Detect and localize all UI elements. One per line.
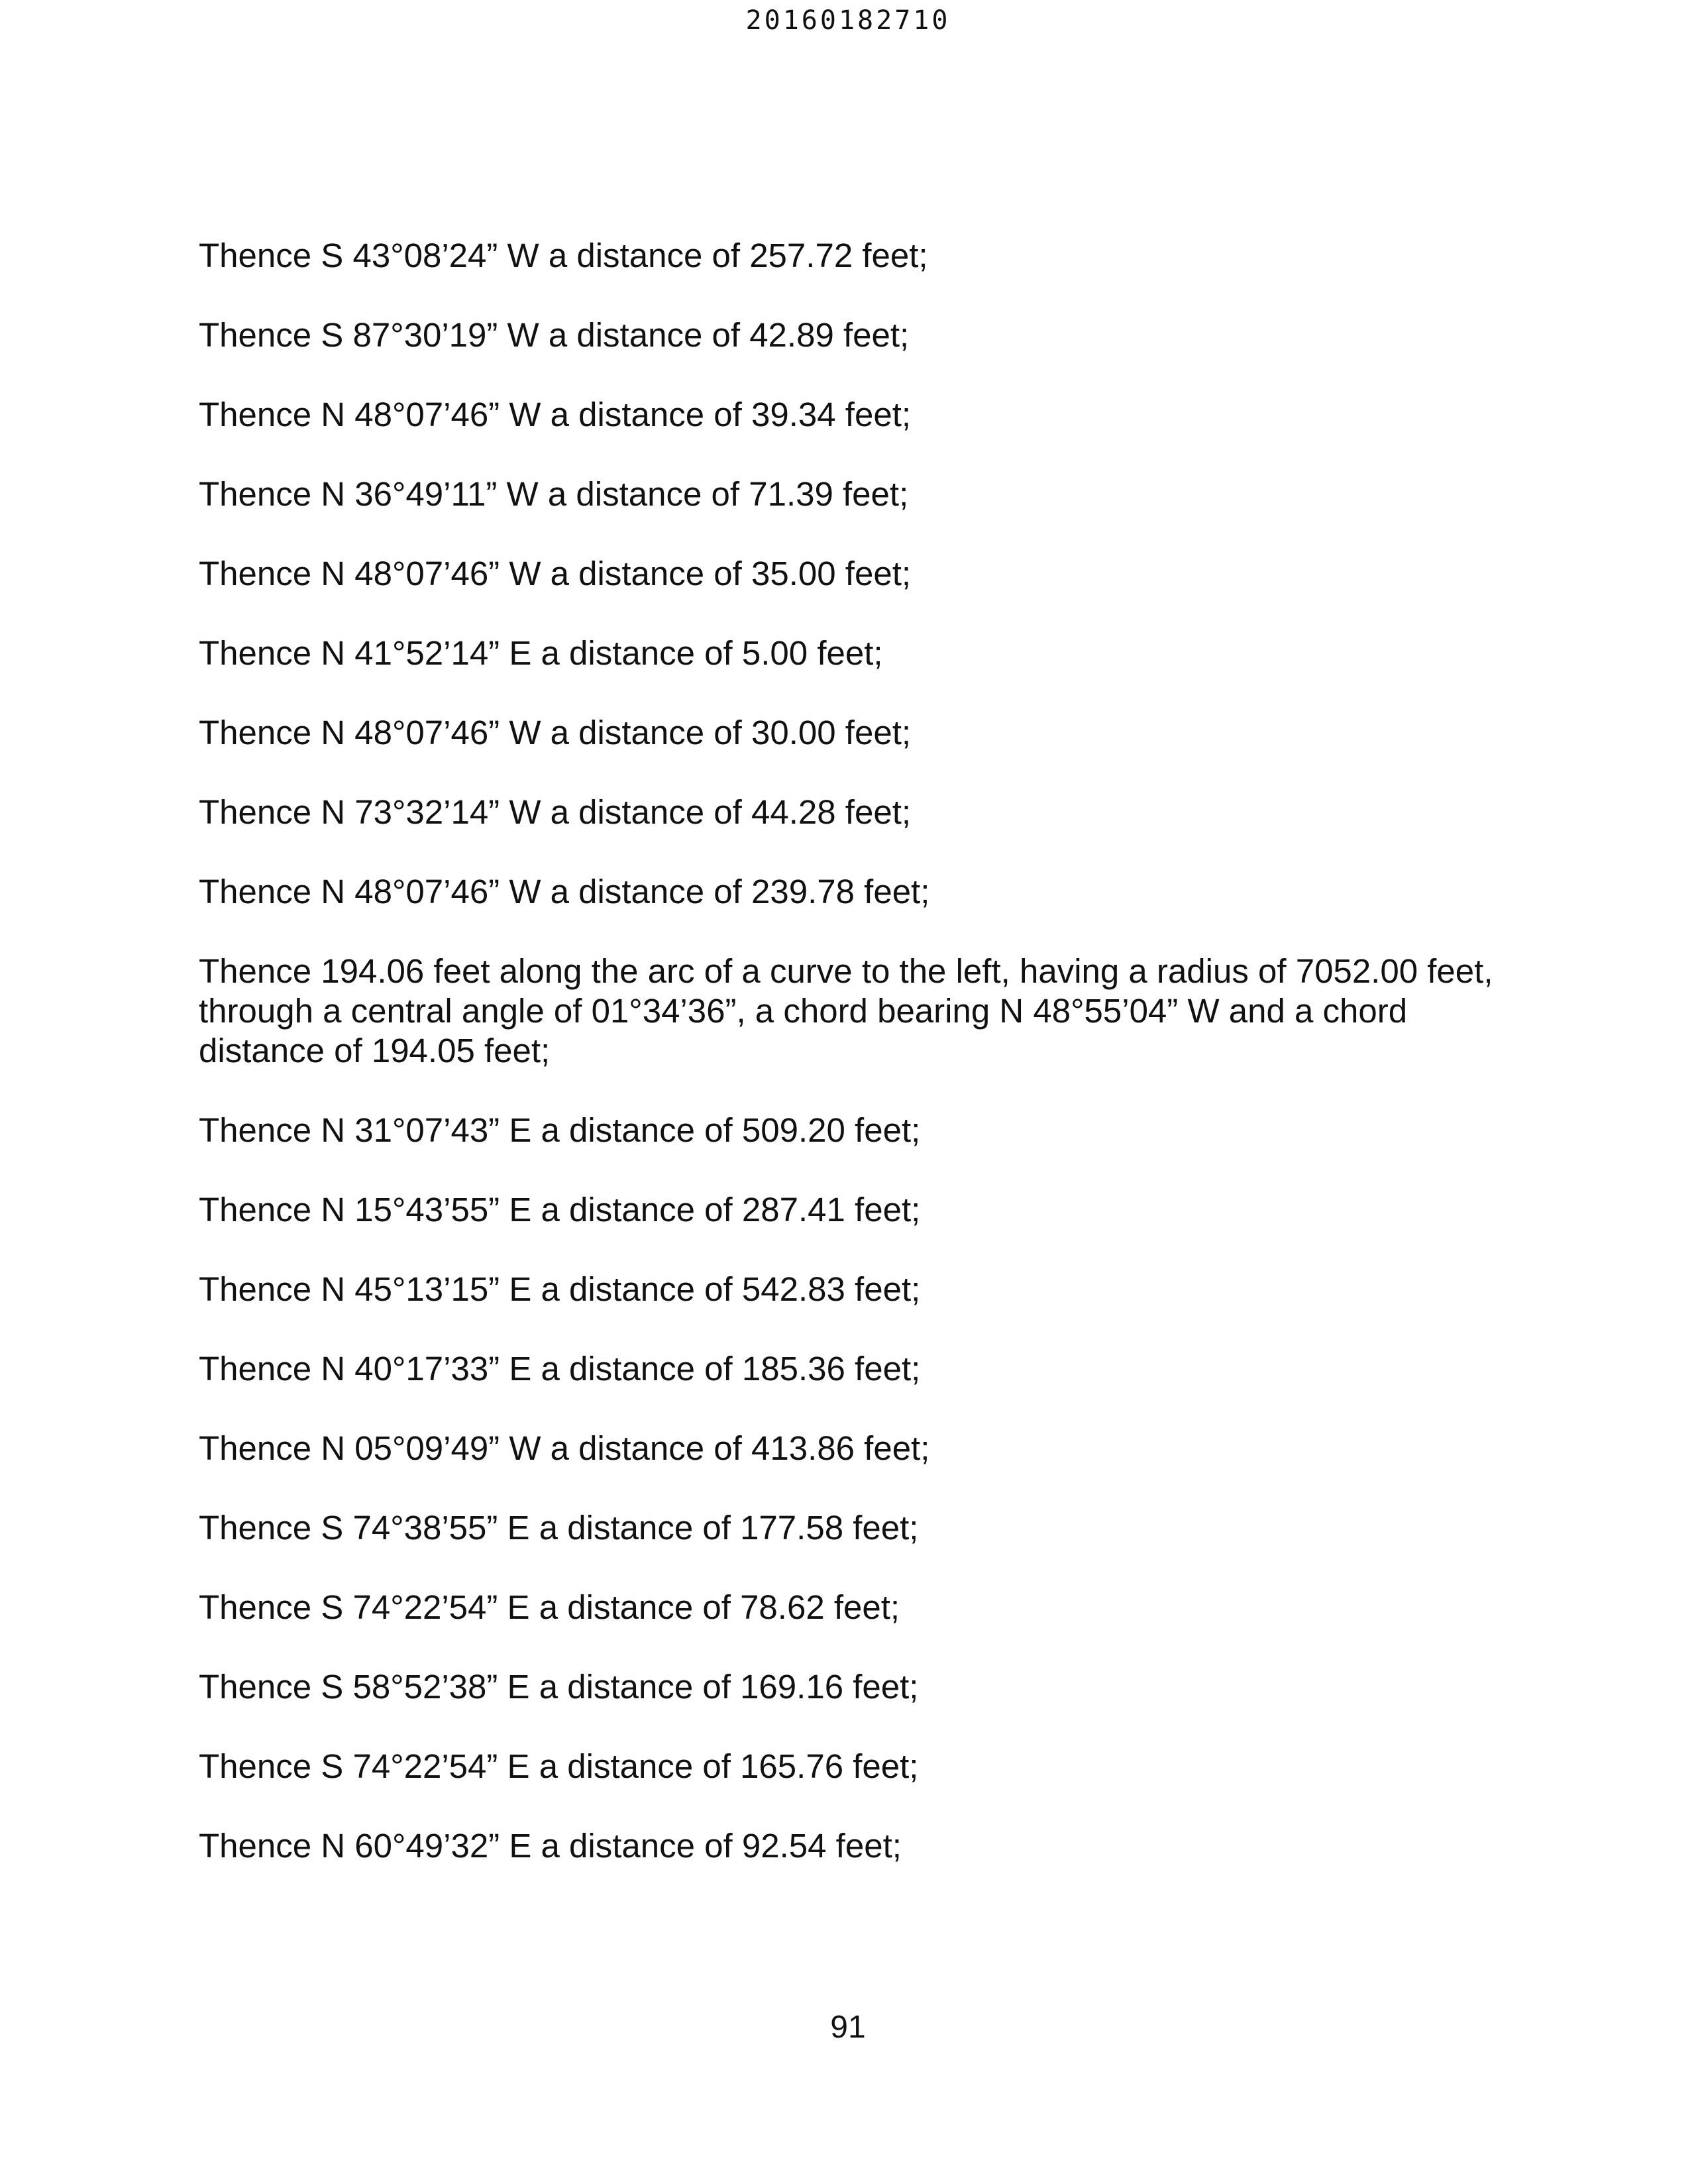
course-paragraph: Thence N 60°49’32” E a distance of 92.54 feet;: [199, 1827, 902, 1865]
course-paragraph: Thence N 48°07’46” W a distance of 30.00 feet;: [199, 714, 912, 751]
course-paragraph: Thence S 43°08’24” W a distance of 257.72 feet;: [199, 237, 928, 274]
course-paragraph: Thence S 74°38’55” E a distance of 177.58 feet;: [199, 1509, 919, 1547]
course-paragraph: Thence S 58°52’38” E a distance of 169.16 feet;: [199, 1668, 919, 1706]
course-paragraph: Thence N 48°07’46” W a distance of 39.34 feet;: [199, 396, 912, 433]
legal-description-body: [199, 236, 1510, 1906]
course-paragraph: Thence S 87°30’19” W a distance of 42.89 feet;: [199, 316, 910, 354]
course-paragraph: Thence N 36°49’11” W a distance of 71.39 feet;: [199, 475, 909, 513]
course-paragraph: Thence N 40°17’33” E a distance of 185.36 feet;: [199, 1350, 921, 1388]
course-paragraph: Thence S 74°22’54” E a distance of 165.76 feet;: [199, 1747, 919, 1785]
course-paragraph: Thence N 05°09’49” W a distance of 413.86 feet;: [199, 1429, 930, 1467]
course-paragraph: Thence N 73°32’14” W a distance of 44.28 feet;: [199, 793, 912, 831]
course-paragraph: Thence N 15°43’55” E a distance of 287.41 feet;: [199, 1191, 921, 1228]
page-number: 91: [830, 2010, 866, 2045]
document-number: 20160182710: [745, 5, 951, 36]
course-paragraph: Thence N 48°07’46” W a distance of 239.78 feet;: [199, 873, 930, 910]
course-paragraph: Thence N 45°13’15” E a distance of 542.83 feet;: [199, 1270, 921, 1308]
course-paragraph: Thence N 31°07’43” E a distance of 509.20 feet;: [199, 1111, 921, 1149]
curve-paragraph: Thence 194.06 feet along the arc of a curve to the left, having a radius of 7052.00 feet, through a central angle of 01°34’36”, a chord bearing N 48°55’04” W and a chord distance of 194.05 feet;: [199, 952, 1493, 1069]
course-paragraph: Thence N 41°52’14” E a distance of 5.00 feet;: [199, 634, 883, 672]
course-paragraph: Thence S 74°22’54” E a distance of 78.62 feet;: [199, 1588, 900, 1626]
course-paragraph: Thence N 48°07’46” W a distance of 35.00 feet;: [199, 555, 912, 592]
